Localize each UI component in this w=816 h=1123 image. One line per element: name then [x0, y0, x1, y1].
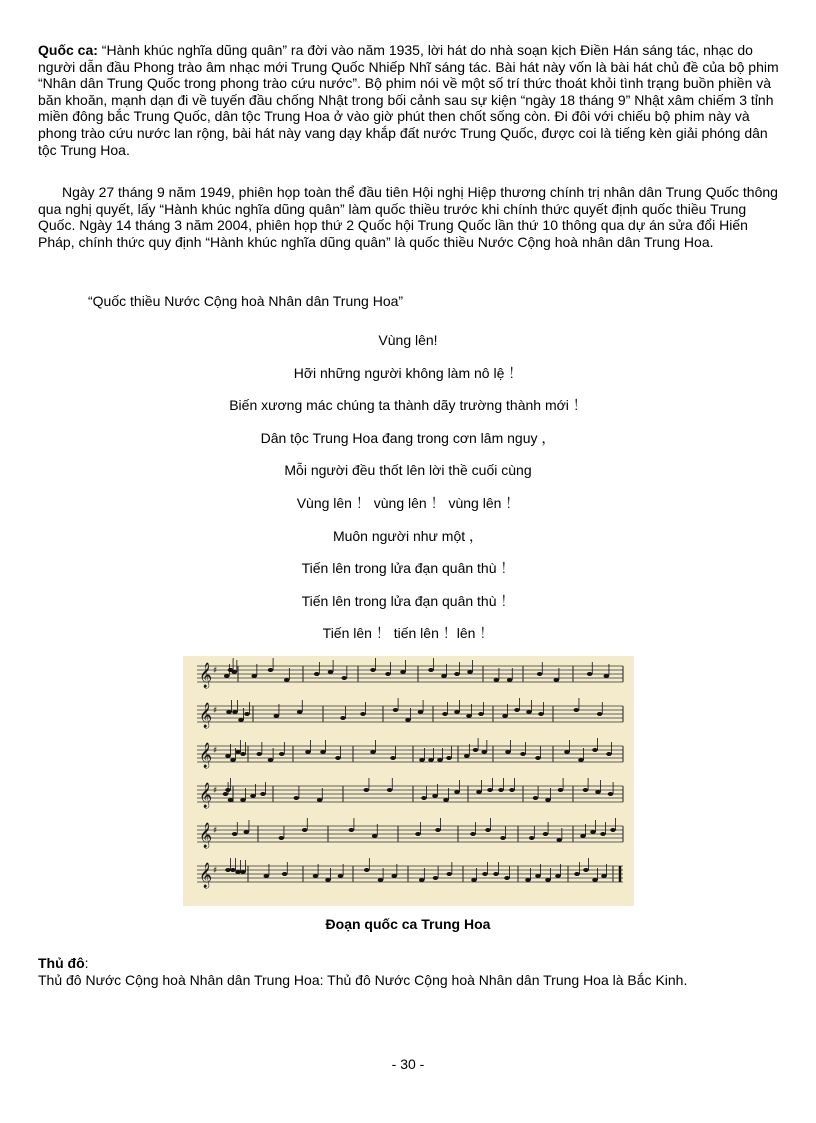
svg-text:𝄞: 𝄞 — [199, 663, 213, 688]
score-caption: Đoạn quốc ca Trung Hoa — [325, 916, 491, 932]
intro-text: “Hành khúc nghĩa dũng quân” ra đời vào năm 1935, lời hát do nhà soạn kịch Điền Hán sáng tác, nhạc do người dẫn đầu Phong trào âm nhạc mới Trung Quốc Nhiếp Nhĩ sáng tác. Bài hát này vốn là bài hát chủ đề của bộ phim “Nhân dân Trung Quốc trong phong trào cứu nước”. Bộ phim nói về một số trí thức thoát khỏi tình trạng buồn phiền và băn khoăn, mạnh dạn đi về tuyến đầu chống Nhật trong bối cảnh sau sự kiện “ngày 18 tháng 9” Nhật xâm chiếm 3 tỉnh miền đông bắc Trung Quốc, dân tộc Trung Hoa ở vào giờ phút then chốt sống còn. Đi đôi với chiếu bộ phim này và phong trào cứu nước lan rộng, bài hát này vang dạy khắp đất nước Trung Quốc, được coi là tiếng kèn giải phóng dân tộc Trung Hoa. — [38, 42, 779, 158]
lyric-line: Tiến lên ！ tiến lên ！lên ！ — [322, 625, 494, 642]
lyric-line: Vùng lên! — [378, 332, 438, 348]
lyric-line: Mỗi người đều thốt lên lời thề cuối cùng — [284, 462, 532, 479]
svg-text:𝄞: 𝄞 — [199, 703, 213, 728]
lyric-line: Hỡi những người không làm nô lệ ！ — [293, 364, 523, 381]
intro-label: Quốc ca: — [38, 42, 98, 58]
capital-heading: Thủ đô: — [38, 955, 89, 971]
lyric-line: Tiến lên trong lửa đạn quân thù ！ — [301, 560, 515, 577]
svg-text:𝄞: 𝄞 — [199, 823, 213, 848]
svg-text:♯: ♯ — [213, 866, 218, 876]
svg-text:𝄞: 𝄞 — [199, 743, 213, 768]
capital-text: Thủ đô Nước Cộng hoà Nhân dân Trung Hoa: Thủ đô Nước Cộng hoà Nhân dân Trung Hoa là Bắc Kinh. — [38, 972, 688, 988]
anthem-title: “Quốc thiều Nước Cộng hoà Nhân dân Trung Hoa” — [88, 293, 404, 309]
lyric-line: Dân tộc Trung Hoa đang trong cơn lâm nguy ， — [260, 429, 556, 446]
history-paragraph: Ngày 27 tháng 9 năm 1949, phiên họp toàn thể đầu tiên Hội nghị Hiệp thương chính trị nhân dân Trung Quốc thông qua nghị quyết, lấy “Hành khúc nghĩa dũng quân” làm quốc thiều trước khi chính thức quyết định quốc thiều Trung Quốc. Ngày 14 tháng 3 năm 2004, phiên họp thứ 2 Quốc hội Trung Quốc lần thứ 10 thông qua dự án sửa đổi Hiến Pháp, chính thức quy định “Hành khúc nghĩa dũng quân” là quốc thiều Nước Cộng hoà nhân dân Trung Hoa. — [38, 184, 778, 250]
intro-paragraph — [38, 42, 780, 158]
svg-text:𝄞: 𝄞 — [199, 863, 213, 888]
svg-text:♯: ♯ — [213, 826, 218, 836]
svg-text:♯: ♯ — [213, 786, 218, 796]
lyric-line: Muôn người như một ， — [332, 527, 484, 544]
svg-text:♯: ♯ — [213, 666, 218, 676]
svg-text:♯: ♯ — [213, 706, 218, 716]
lyric-line: Vùng lên ！ vùng lên ！ vùng lên ！ — [296, 494, 520, 511]
sheet-music-image — [183, 656, 634, 906]
svg-text:♯: ♯ — [213, 746, 218, 756]
lyric-line: Tiến lên trong lửa đạn quân thù ！ — [301, 592, 515, 609]
anthem-lyrics — [0, 330, 816, 656]
svg-text:𝄞: 𝄞 — [199, 783, 213, 808]
page-number: - 30 - — [391, 1056, 425, 1072]
sheet-music-staves — [183, 656, 634, 906]
lyric-line: Biến xương mác chúng ta thành dãy trường thành mới ！ — [229, 397, 587, 414]
